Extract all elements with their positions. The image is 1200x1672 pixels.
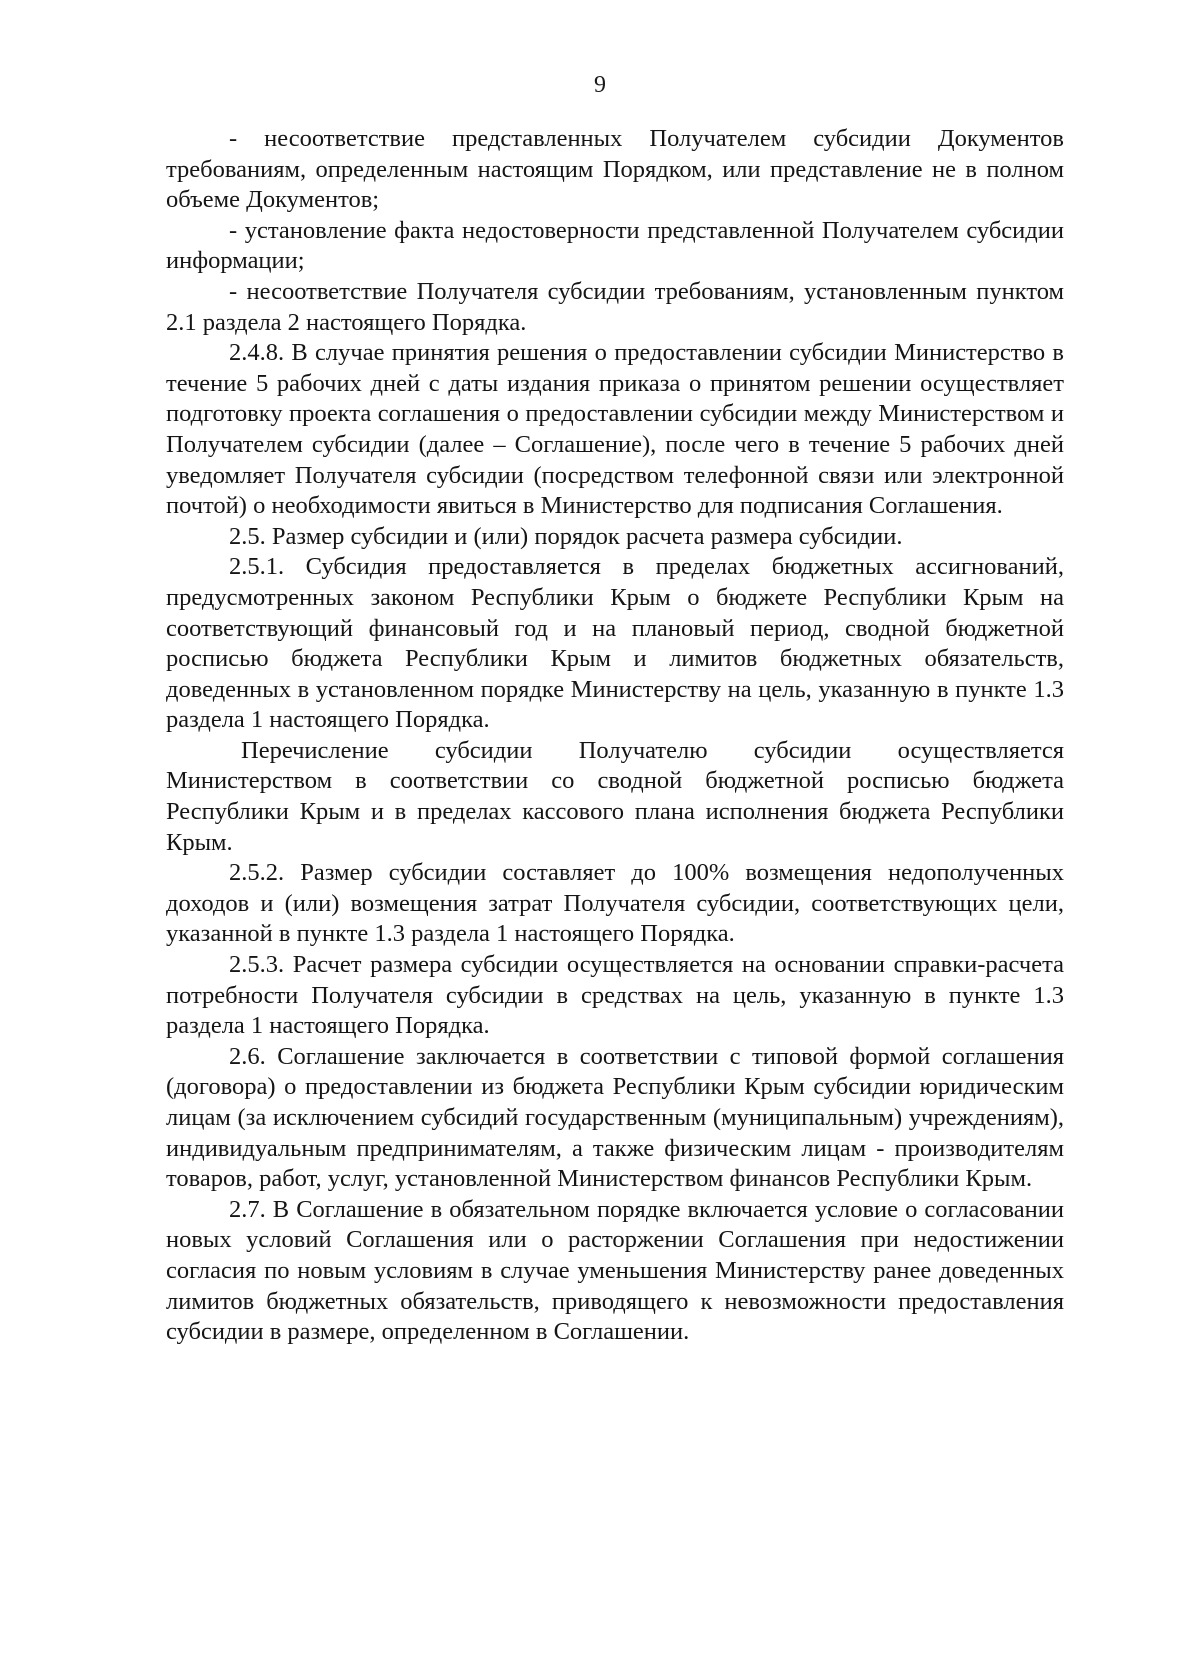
paragraph-2-5-2: 2.5.2. Размер субсидии составляет до 100% возмещения недополученных доходов и (или) возмещения затрат Получателя субсидии, соответствующих цели, указанной в пункте 1.3 раздела 1 настоящего Порядка. <box>166 859 1064 948</box>
paragraph-2-5-1: 2.5.1. Субсидия предоставляется в пределах бюджетных ассигнований, предусмотренных законом Республики Крым о бюджете Республики Крым на соответствующий финансовый год и на плановый период, сводной бюджетной росписью бюджета Республики Крым и лимитов бюджетных обязательств, доведенных в установленном порядке Министерству на цель, указанную в пункте 1.3 раздела 1 настоящего Порядка. <box>166 553 1064 734</box>
paragraph-2-5: 2.5. Размер субсидии и (или) порядок расчета размера субсидии. <box>229 522 903 550</box>
page-number: 9 <box>594 72 606 98</box>
paragraph-2-4-8: 2.4.8. В случае принятия решения о предоставлении субсидии Министерство в течение 5 рабочих дней с даты издания приказа о принятом решении осуществляет подготовку проекта соглашения о предоставлении субсидии между Министерством и Получателем субсидии (далее – Соглашение), после чего в течение 5 рабочих дней уведомляет Получателя субсидии (посредством телефонной связи или электронной почтой) о необходимости явиться в Министерство для подписания Соглашения. <box>166 339 1064 520</box>
document-body <box>166 124 1064 1348</box>
paragraph-2-7: 2.7. В Соглашение в обязательном порядке включается условие о согласовании новых условий Соглашения или о расторжении Соглашения при недостижении согласия по новым условиям в случае уменьшения Министерству ранее доведенных лимитов бюджетных обязательств, приводящего к невозможности предоставления субсидии в размере, определенном в Соглашении. <box>166 1195 1064 1346</box>
paragraph-item-nonconformity-documents: - несоответствие представленных Получателем субсидии Документов требованиям, определенным настоящим Порядком, или представление не в полном объеме Документов; <box>166 125 1064 214</box>
paragraph-transfer: Перечисление субсидии Получателю субсидии осуществляется Министерством в соответствии со сводной бюджетной росписью бюджета Республики Крым и в пределах кассового плана исполнения бюджета Республики Крым. <box>166 736 1064 856</box>
paragraph-item-nonconformity-recipient: - несоответствие Получателя субсидии требованиям, установленным пунктом 2.1 раздела 2 настоящего Порядка. <box>166 277 1064 336</box>
paragraph-2-5-3: 2.5.3. Расчет размера субсидии осуществляется на основании справки-расчета потребности Получателя субсидии в средствах на цель, указанную в пункте 1.3 раздела 1 настоящего Порядка. <box>166 951 1064 1040</box>
paragraph-item-false-information: - установление факта недостоверности представленной Получателем субсидии информации; <box>166 216 1064 275</box>
paragraph-2-6: 2.6. Соглашение заключается в соответствии с типовой формой соглашения (договора) о предоставлении из бюджета Республики Крым субсидии юридическим лицам (за исключением субсидий государственным (муниципальным) учреждениям), индивидуальным предпринимателям, а также физическим лицам - производителям товаров, работ, услуг, установленной Министерством финансов Республики Крым. <box>166 1042 1064 1193</box>
